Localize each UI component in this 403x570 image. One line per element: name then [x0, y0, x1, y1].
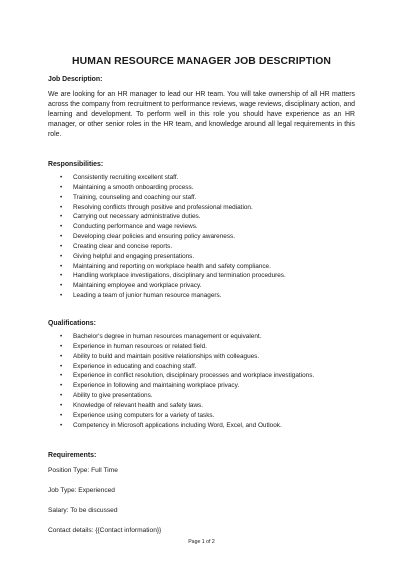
list-item-text: Leading a team of junior human resource managers.	[73, 292, 222, 300]
bullet-icon: •	[60, 272, 63, 280]
bullet-icon: •	[60, 233, 63, 241]
list-item-text: Experience in conflict resolution, disciplinary processes and workplace investigations.	[73, 372, 315, 380]
list-item-text: Conducting performance and wage reviews.	[73, 223, 198, 231]
bullet-icon: •	[60, 392, 63, 400]
list-item-text: Developing clear policies and ensuring policy awareness.	[73, 233, 235, 241]
list-item-text: Experience in following and maintaining workplace privacy.	[73, 382, 240, 390]
list-item-text: Carrying out necessary administrative duties.	[73, 213, 201, 221]
list-item-text: Resolving conflicts through positive and professional mediation.	[73, 203, 253, 211]
bullet-icon: •	[60, 362, 63, 370]
bullet-icon: •	[60, 342, 63, 350]
bullet-icon: •	[60, 262, 63, 270]
bullet-icon: •	[60, 174, 63, 181]
qualifications-list	[48, 332, 355, 430]
list-item-text: Training, counseling and coaching our staff.	[73, 193, 197, 201]
list-item	[60, 222, 355, 232]
list-item-text: Experience in educating and coaching staff.	[73, 362, 197, 370]
list-item	[60, 362, 355, 372]
responsibilities-list	[48, 173, 355, 301]
qualifications-heading: Qualifications:	[48, 319, 96, 327]
bullet-icon: •	[60, 223, 63, 231]
bullet-icon: •	[60, 282, 63, 290]
list-item	[60, 371, 355, 381]
salary: Salary: To be discussed	[48, 507, 118, 515]
position-type: Position Type: Full Time	[48, 467, 118, 475]
list-item	[60, 421, 355, 431]
list-item	[60, 352, 355, 362]
document-title: HUMAN RESOURCE MANAGER JOB DESCRIPTION	[72, 56, 331, 67]
bullet-icon: •	[60, 411, 63, 419]
contact-details: Contact details: {{Contact information}}	[48, 527, 162, 535]
list-item-text: Giving helpful and engaging presentations.	[73, 252, 195, 260]
list-item	[60, 391, 355, 401]
bullet-icon: •	[60, 213, 63, 221]
bullet-icon: •	[60, 332, 63, 340]
list-item	[60, 203, 355, 213]
list-item-text: Creating clear and concise reports.	[73, 242, 173, 250]
bullet-icon: •	[60, 193, 63, 201]
bullet-icon: •	[60, 401, 63, 409]
responsibilities-heading: Responsibilities:	[48, 161, 104, 168]
bullet-icon: •	[60, 382, 63, 390]
job-type: Job Type: Experienced	[48, 487, 115, 495]
requirements-heading: Requirements:	[48, 452, 97, 460]
page-number: Page 1 of 2	[188, 539, 215, 545]
list-item	[60, 401, 355, 411]
list-item	[60, 332, 355, 342]
responsibilities-section	[48, 161, 355, 301]
list-item	[60, 193, 355, 203]
list-item-text: Maintaining and reporting on workplace health and safety compliance.	[73, 262, 271, 270]
bullet-icon: •	[60, 252, 63, 260]
list-item	[60, 173, 355, 183]
bullet-icon: •	[60, 352, 63, 360]
job-description-text: We are looking for an HR manager to lead our HR team. You will take ownership of all HR matters across the company from recruitment to performance reviews, wage reviews, disciplinary action, and learning and development. To perform well in this role you should have experience as an HR manager, or other senior roles in the HR team, and knowledge around all legal requirements in this role.	[48, 91, 355, 138]
list-item	[60, 411, 355, 421]
bullet-icon: •	[60, 203, 63, 211]
requirements-section	[48, 452, 355, 536]
job-description-section	[48, 76, 355, 140]
bullet-icon: •	[60, 421, 63, 429]
list-item	[60, 212, 355, 222]
list-item-text: Consistently recruiting excellent staff.	[73, 174, 179, 181]
list-item	[60, 232, 355, 242]
list-item	[60, 271, 355, 281]
list-item-text: Experience using computers for a variety of tasks.	[73, 411, 215, 419]
bullet-icon: •	[60, 183, 63, 191]
bullet-icon: •	[60, 292, 63, 300]
qualifications-section	[48, 320, 355, 430]
list-item	[60, 262, 355, 272]
list-item	[60, 183, 355, 193]
list-item-text: Competency in Microsoft applications including Word, Excel, and Outlook.	[73, 421, 282, 429]
bullet-icon: •	[60, 372, 63, 380]
list-item-text: Bachelor's degree in human resources management or equivalent.	[73, 332, 262, 340]
list-item	[60, 381, 355, 391]
list-item-text: Handling workplace investigations, disciplinary and termination procedures.	[73, 272, 286, 280]
list-item	[60, 342, 355, 352]
list-item	[60, 252, 355, 262]
list-item-text: Knowledge of relevant health and safety laws.	[73, 401, 204, 409]
list-item	[60, 242, 355, 252]
list-item-text: Maintaining a smooth onboarding process.	[73, 183, 194, 191]
job-description-heading: Job Description:	[48, 76, 103, 83]
bullet-icon: •	[60, 242, 63, 250]
list-item-text: Ability to give presentations.	[73, 392, 153, 400]
list-item-text: Ability to build and maintain positive relationships with colleagues.	[73, 352, 260, 360]
list-item	[60, 281, 355, 291]
list-item	[60, 291, 355, 301]
list-item-text: Maintaining employee and workplace privacy.	[73, 282, 202, 290]
list-item-text: Experience in human resources or related field.	[73, 342, 207, 350]
